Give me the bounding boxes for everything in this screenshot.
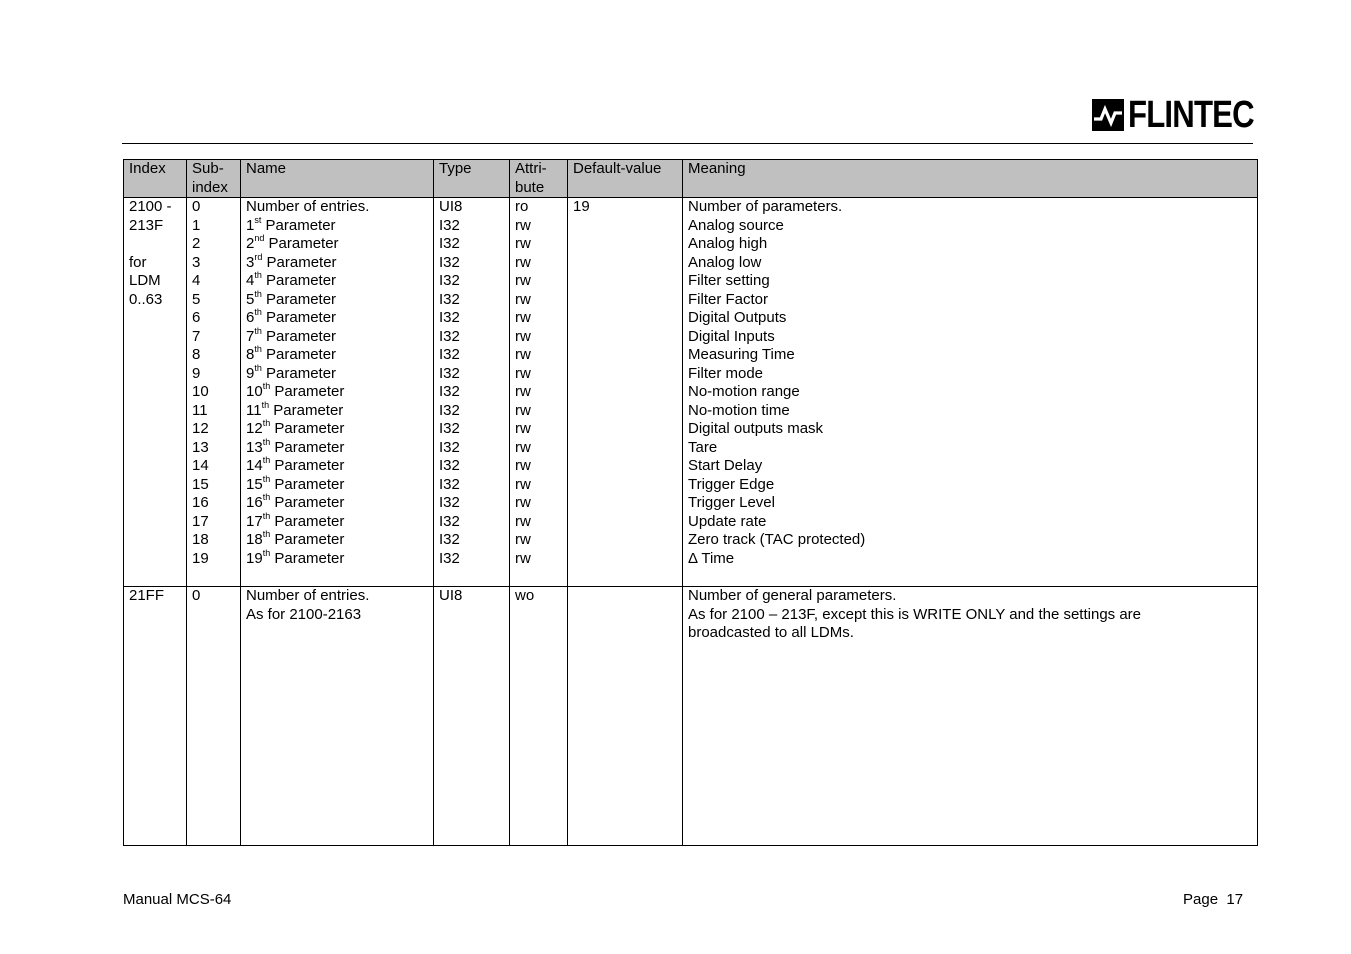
meaning-value: Trigger Edge (688, 475, 775, 493)
ordinal-suffix: th (254, 270, 262, 280)
attribute-value: rw (515, 401, 531, 419)
index-value: 2100 - (129, 198, 172, 215)
meaning-value: Analog high (688, 235, 768, 252)
logo-text: FLINTEC (1128, 94, 1254, 136)
ordinal-suffix: th (254, 307, 262, 317)
parameter-label: Parameter (270, 420, 345, 437)
subindex-value: 18 (192, 531, 209, 548)
type-value: I32 (439, 272, 460, 289)
type-value: I32 (439, 531, 460, 548)
subindex-value: 5 (192, 290, 201, 308)
parameter-name (246, 457, 428, 476)
meaning-value: Start Delay (688, 457, 763, 474)
col-header-label: Name (246, 160, 287, 177)
col-header-label: Type (439, 160, 472, 177)
parameter-label: Parameter (270, 475, 345, 493)
type-value: I32 (439, 309, 460, 326)
type-value: I32 (439, 475, 460, 493)
footer-manual-title: Manual MCS-64 (123, 891, 232, 908)
parameter-label: Parameter (270, 457, 345, 474)
parameter-name (246, 272, 428, 291)
subindex-value: 14 (192, 457, 209, 474)
subindex-value: 6 (192, 309, 201, 326)
cell-name (241, 587, 434, 846)
parameter-name (246, 309, 428, 328)
meaning-value: Update rate (688, 512, 767, 530)
attribute-value: ro (515, 198, 529, 215)
subindex-value: 2 (192, 235, 201, 252)
index-value (129, 235, 181, 254)
meaning-value: Filter mode (688, 364, 764, 382)
attribute-value: rw (515, 438, 531, 456)
cell-index (124, 198, 187, 587)
meaning-value: Digital outputs mask (688, 420, 824, 437)
attribute-value: rw (515, 457, 531, 474)
attribute-value: rw (515, 475, 531, 493)
type-value: I32 (439, 253, 460, 271)
parameter-label: Parameter (261, 216, 336, 234)
object-dictionary-table (123, 159, 1258, 846)
name-value: Number of entries. (246, 587, 370, 604)
subindex-value: 10 (192, 383, 209, 400)
subindex-value: 0 (192, 198, 201, 215)
cell-type (434, 587, 510, 846)
col-header-label: Sub- index (192, 160, 228, 196)
subindex-value: 15 (192, 475, 209, 493)
attribute-value: rw (515, 216, 531, 234)
subindex-value: 3 (192, 253, 201, 271)
col-header-attribute (510, 160, 568, 198)
parameter-number: 14 (246, 457, 263, 474)
meaning-value: Digital Inputs (688, 327, 775, 345)
attribute-value: rw (515, 272, 531, 289)
table-row (124, 198, 1258, 587)
parameter-number: 19 (246, 549, 263, 567)
table-header-row (124, 160, 1258, 198)
ordinal-suffix: th (262, 510, 271, 521)
meaning-value: No-motion time (688, 401, 790, 419)
type-value: I32 (439, 457, 460, 474)
subindex-value: 17 (192, 512, 209, 530)
col-header-default-value (568, 160, 683, 198)
parameter-number: 5 (246, 290, 255, 308)
name-value: As for 2100-2163 (246, 605, 362, 623)
parameter-name (246, 473, 428, 495)
attribute-value: rw (515, 383, 531, 400)
col-header-index (124, 160, 187, 198)
type-value: I32 (439, 346, 460, 363)
ordinal-suffix: th (254, 288, 262, 299)
cell-index (124, 587, 187, 846)
attribute-value: rw (515, 420, 531, 437)
parameter-name (246, 436, 428, 458)
type-value: I32 (439, 512, 460, 530)
default-value: 19 (573, 198, 590, 215)
meaning-value: Tare (688, 438, 718, 456)
subindex-value: 13 (192, 438, 209, 456)
type-value: I32 (439, 235, 460, 252)
attribute-value: wo (515, 587, 535, 604)
type-value: I32 (439, 327, 460, 345)
col-header-label: Default-value (573, 160, 662, 177)
cell-name (241, 198, 434, 587)
meaning-value: Zero track (TAC protected) (688, 531, 866, 548)
meaning-value: Digital Outputs (688, 309, 787, 326)
parameter-label: Parameter (262, 253, 337, 271)
ordinal-suffix: nd (254, 233, 265, 243)
type-value: UI8 (439, 198, 463, 215)
attribute-value: rw (515, 327, 531, 345)
meaning-value: Filter setting (688, 272, 770, 289)
parameter-label: Parameter (270, 494, 345, 511)
parameter-number: 11 (246, 401, 262, 419)
col-header-meaning (683, 160, 1258, 198)
parameter-number: 7 (246, 327, 255, 345)
cell-subindex (187, 587, 241, 846)
subindex-value: 0 (192, 587, 201, 604)
ordinal-suffix: th (262, 418, 271, 428)
header-rule (122, 143, 1253, 144)
parameter-name (246, 198, 428, 217)
parameter-number: 15 (246, 475, 263, 493)
type-value: I32 (439, 383, 460, 400)
parameter-name (246, 547, 428, 569)
index-value: for (129, 253, 147, 271)
subindex-value: 11 (192, 401, 208, 419)
subindex-value: 1 (192, 216, 201, 234)
parameter-number: 3 (246, 253, 255, 271)
parameter-number: 13 (246, 438, 263, 456)
col-header-name (241, 160, 434, 198)
meaning-value: Analog source (688, 216, 784, 234)
parameter-number: 4 (246, 272, 255, 289)
index-value: LDM (129, 272, 161, 289)
flintec-wave-icon (1092, 99, 1124, 131)
cell-attribute (510, 198, 568, 587)
parameter-name (246, 235, 428, 254)
ordinal-suffix: th (254, 325, 262, 336)
ordinal-suffix: rd (254, 251, 263, 262)
meaning-value: No-motion range (688, 383, 800, 400)
flintec-logo (1092, 94, 1281, 136)
meaning-value: Filter Factor (688, 290, 769, 308)
cell-subindex (187, 198, 241, 587)
parameter-number: 16 (246, 494, 263, 511)
parameter-number: 6 (246, 309, 255, 326)
col-header-type (434, 160, 510, 198)
parameter-label: Parameter (261, 290, 337, 308)
ordinal-suffix: th (262, 529, 271, 539)
cell-attribute (510, 587, 568, 846)
attribute-value: rw (515, 549, 531, 567)
subindex-value: 9 (192, 364, 201, 382)
attribute-value: rw (515, 290, 531, 308)
parameter-label: Parameter (269, 401, 344, 419)
table-row (124, 587, 1258, 846)
parameter-name (246, 362, 428, 384)
subindex-value: 16 (192, 494, 209, 511)
meaning-value: Δ Time (688, 549, 735, 567)
parameter-label: Parameter (261, 309, 337, 326)
ordinal-suffix: th (262, 381, 271, 391)
parameter-number: 12 (246, 420, 263, 437)
type-value: UI8 (439, 587, 463, 604)
parameter-number: 2 (246, 235, 255, 252)
parameter-number: 8 (246, 346, 255, 363)
parameter-number: 1 (246, 216, 255, 234)
parameter-number: Number of entries. (246, 198, 370, 215)
attribute-value: rw (515, 309, 531, 326)
meaning-value: Number of general parameters. (688, 587, 897, 604)
cell-meaning (683, 587, 1258, 846)
parameter-name (246, 288, 428, 310)
parameter-number: 17 (246, 512, 263, 530)
parameter-name (246, 346, 428, 365)
ordinal-suffix: th (262, 492, 271, 502)
ordinal-suffix: th (254, 344, 262, 354)
attribute-value: rw (515, 512, 531, 530)
parameter-name (246, 399, 428, 421)
type-value: I32 (439, 290, 460, 308)
meaning-value: Trigger Level (688, 494, 775, 511)
attribute-value: rw (515, 346, 531, 363)
parameter-label: Parameter (261, 272, 337, 289)
type-value: I32 (439, 549, 460, 567)
ordinal-suffix: th (262, 436, 271, 447)
ordinal-suffix: th (262, 473, 271, 484)
index-value: 213F (129, 216, 164, 234)
ordinal-suffix: th (261, 399, 270, 410)
attribute-value: rw (515, 235, 531, 252)
parameter-label: Parameter (270, 438, 345, 456)
col-header-label: Meaning (688, 160, 746, 177)
col-header-subindex (187, 160, 241, 198)
col-header-label: Attri- bute (515, 160, 547, 196)
col-header-label: Index (129, 160, 166, 177)
parameter-name (246, 494, 428, 513)
parameter-name (246, 214, 428, 236)
cell-default-value (568, 198, 683, 587)
parameter-label: Parameter (261, 327, 337, 345)
cell-default-value (568, 587, 683, 846)
parameter-number: 10 (246, 383, 263, 400)
subindex-value: 12 (192, 420, 209, 437)
parameter-label: Parameter (270, 512, 345, 530)
parameter-name (246, 510, 428, 532)
meaning-value: As for 2100 – 213F, except this is WRITE ONLY and the settings are broadcasted to all LDMs. (688, 605, 1142, 641)
parameter-number: 9 (246, 364, 255, 382)
ordinal-suffix: st (254, 214, 262, 225)
parameter-label: Parameter (261, 364, 337, 382)
type-value: I32 (439, 494, 460, 511)
attribute-value: rw (515, 494, 531, 511)
type-value: I32 (439, 438, 460, 456)
meaning-value: Analog low (688, 253, 762, 271)
parameter-label: Parameter (270, 531, 345, 548)
attribute-value: rw (515, 364, 531, 382)
parameter-name (246, 251, 428, 273)
attribute-value: rw (515, 253, 531, 271)
subindex-value: 7 (192, 327, 201, 345)
footer-page-number: Page 17 (1183, 891, 1244, 908)
subindex-value: 8 (192, 346, 201, 363)
parameter-label: Parameter (270, 383, 345, 400)
index-value: 21FF (129, 587, 165, 604)
subindex-value: 4 (192, 272, 201, 289)
type-value: I32 (439, 216, 460, 234)
index-value: 0..63 (129, 290, 163, 308)
ordinal-suffix: th (262, 547, 271, 558)
cell-type (434, 198, 510, 587)
type-value: I32 (439, 364, 460, 382)
parameter-name (246, 420, 428, 439)
meaning-value: Number of parameters. (688, 198, 843, 215)
parameter-label: Parameter (261, 346, 337, 363)
parameter-label: Parameter (270, 549, 345, 567)
parameter-number: 18 (246, 531, 263, 548)
ordinal-suffix: th (254, 362, 262, 373)
parameter-name (246, 531, 428, 550)
attribute-value: rw (515, 531, 531, 548)
ordinal-suffix: th (262, 455, 271, 465)
type-value: I32 (439, 401, 460, 419)
subindex-value: 19 (192, 549, 209, 567)
parameter-name (246, 383, 428, 402)
cell-meaning (683, 198, 1258, 587)
type-value: I32 (439, 420, 460, 437)
parameter-label: Parameter (264, 235, 339, 252)
meaning-value: Measuring Time (688, 346, 795, 363)
parameter-name (246, 325, 428, 347)
